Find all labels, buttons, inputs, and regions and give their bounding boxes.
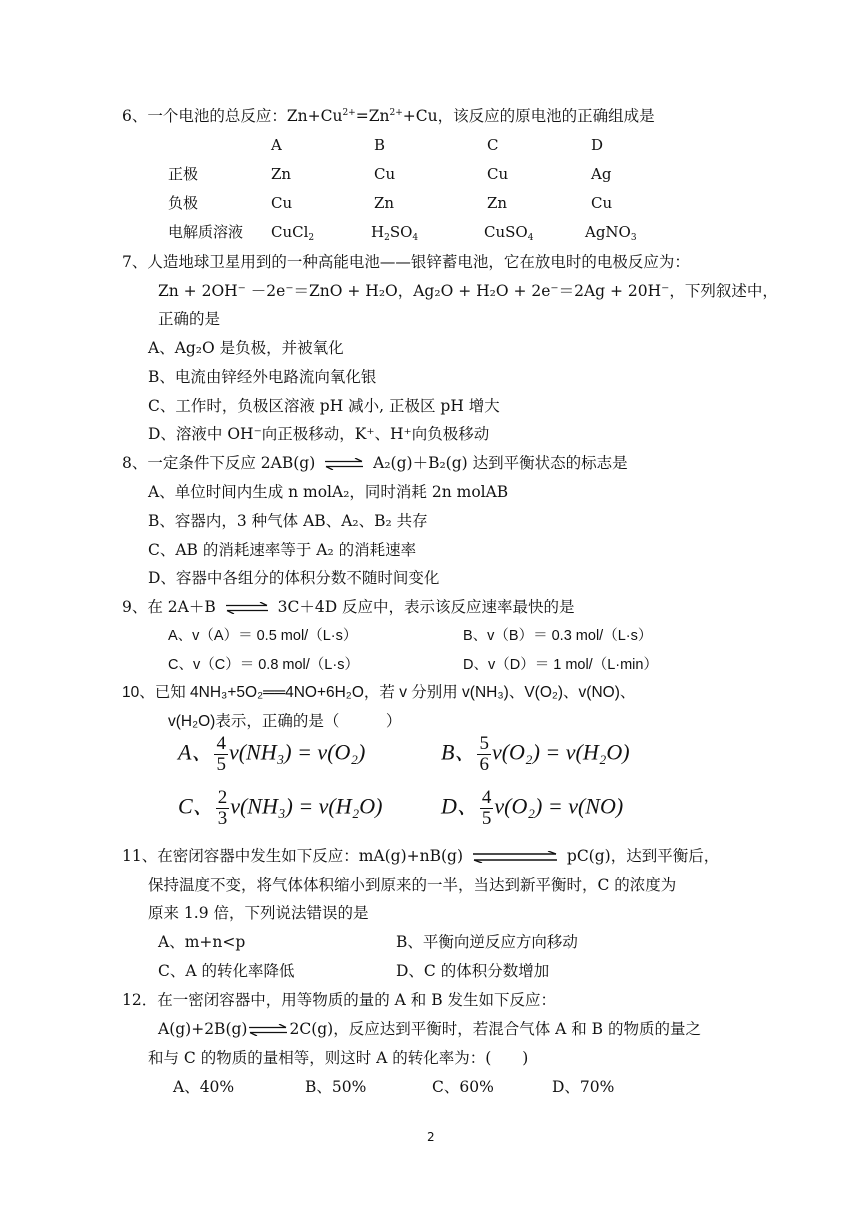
page-number: 2 — [427, 1130, 435, 1144]
q10-option-b: B、 $\frac{5}{6}$ v(O₂) = v(H₂O) — [441, 733, 630, 775]
q8-option-c: C、AB 的消耗速率等于 A₂ 的消耗速率 — [148, 541, 417, 559]
q10-option-c: C、 $\frac{2}{3}$ v(NH₃) = v(H₂O) — [178, 787, 383, 829]
q9-option-b: B、v（B）＝ 0.3 mol/（L·s） — [463, 628, 653, 644]
equilibrium-arrow-icon — [248, 1024, 288, 1036]
q12-stem-line2: A(g)+2B(g) 2C(g)，反应达到平衡时，若混合气体 A 和 B 的物质的量之 — [158, 1020, 701, 1038]
q11-option-a: A、m+n<p — [158, 933, 246, 951]
q8-option-d: D、容器中各组分的体积分数不随时间变化 — [148, 569, 440, 587]
q10-option-d: D、 $\frac{4}{5}$ v(O₂) = v(NO) — [441, 787, 624, 829]
q12-option-d: D、70% — [552, 1078, 615, 1096]
q11-option-b: B、平衡向逆反应方向移动 — [396, 933, 578, 951]
q6-electrolyte-b: $H_2SO_4$ — [371, 223, 419, 243]
q6-row-positive-b: Cu — [374, 165, 396, 183]
q6-row-negative-b: Zn — [374, 194, 395, 212]
q8-option-b: B、容器内，3 种气体 AB、A₂、B₂ 共存 — [148, 512, 428, 530]
q6-row-positive-d: Ag — [591, 165, 612, 183]
q11-option-c: C、A 的转化率降低 — [158, 962, 295, 980]
q6-electrolyte-c: CuSO$_4$ — [484, 223, 534, 243]
q11-stem-line2: 保持温度不变，将气体体积缩小到原来的一半，当达到新平衡时，C 的浓度为 — [148, 876, 677, 894]
q7-option-c: C、工作时，负极区溶液 pH 减小, 正极区 pH 增大 — [148, 397, 500, 415]
q6-row-negative-d: Cu — [591, 194, 613, 212]
q12-option-b: B、50% — [305, 1078, 367, 1096]
q6-row-negative-a: Cu — [271, 194, 293, 212]
q7-option-a: A、Ag₂O 是负极，并被氧化 — [148, 339, 344, 357]
q12-option-a: A、40% — [173, 1078, 235, 1096]
q6-electrolyte-a: CuCl$_2$ — [271, 223, 315, 243]
q9-option-d: D、v（D）＝ 1 mol/（L·min） — [463, 657, 658, 673]
q6-col-b: B — [374, 136, 386, 154]
q8-stem: 8、一定条件下反应 2AB(g) A₂(g)＋B₂(g) 达到平衡状态的标志是 — [122, 454, 628, 472]
q6-row-positive-a: Zn — [271, 165, 292, 183]
equilibrium-arrow-icon — [225, 602, 269, 614]
q10-option-a: A、 $\frac{4}{5}$ v(NH₃) = v(O₂) — [178, 733, 366, 775]
q6-col-a: A — [271, 136, 282, 154]
q11-stem-line3: 原来 1.9 倍，下列说法错误的是 — [148, 904, 369, 922]
q6-row-positive-c: Cu — [487, 165, 509, 183]
q9-stem: 9、在 2A＋B 3C＋4D 反应中，表示该反应速率最快的是 — [122, 598, 575, 616]
q6-stem: 6、一个电池的总反应：$Zn+Cu^{2+}=Zn^{2+}+Cu$，该反应的原电池的正确组成是 — [122, 107, 655, 125]
q12-option-c: C、60% — [432, 1078, 494, 1096]
q6-col-c: C — [487, 136, 499, 154]
q6-row-negative-label: 负极 — [168, 194, 199, 212]
q10-stem-line2: v(H₂O)表示，正确的是（ ） — [168, 713, 402, 730]
q6-col-d: D — [591, 136, 604, 154]
q12-stem-line1: 12．在一密闭容器中，用等物质的量的 A 和 B 发生如下反应： — [122, 991, 557, 1009]
q6-row-electrolyte-label: 电解质溶液 — [168, 223, 244, 241]
q10-stem-line1: 10、已知 4NH₃+5O₂══4NO+6H₂O，若 v 分别用 v(NH₃)、V(O₂)、v(NO)、 — [122, 684, 636, 701]
q11-option-d: D、C 的体积分数增加 — [396, 962, 550, 980]
q11-stem-line1: 11、在密闭容器中发生如下反应：mA(g)+nB(g) pC(g)，达到平衡后， — [122, 847, 720, 865]
q9-option-c: C、v（C）＝ 0.8 mol/（L·s） — [168, 657, 359, 673]
equilibrium-arrow-icon — [324, 458, 364, 470]
q7-option-d: D、溶液中 OH⁻向正极移动，K⁺、H⁺向负极移动 — [148, 425, 490, 443]
q6-row-positive-label: 正极 — [168, 165, 199, 183]
q9-option-a: A、v（A）＝ 0.5 mol/（L·s） — [168, 628, 358, 644]
q7-option-b: B、电流由锌经外电路流向氧化银 — [148, 368, 377, 386]
q7-stem-line2: Zn + 2OH⁻ －2e⁻＝ZnO + H₂O，Ag₂O + H₂O + 2e⁻＝2Ag + 20H⁻，下列叙述中， — [158, 282, 778, 300]
q7-stem-line1: 7、人造地球卫星用到的一种高能电池——银锌蓄电池，它在放电时的电极反应为： — [122, 253, 690, 271]
q12-stem-line3: 和与 C 的物质的量相等，则这时 A 的转化率为：( ) — [148, 1049, 529, 1067]
q7-stem-line3: 正确的是 — [158, 310, 221, 328]
q6-electrolyte-d: AgNO$_3$ — [585, 223, 637, 243]
equilibrium-arrow-icon — [472, 851, 558, 863]
q6-row-negative-c: Zn — [487, 194, 508, 212]
q8-option-a: A、单位时间内生成 n molA₂，同时消耗 2n molAB — [148, 483, 509, 501]
